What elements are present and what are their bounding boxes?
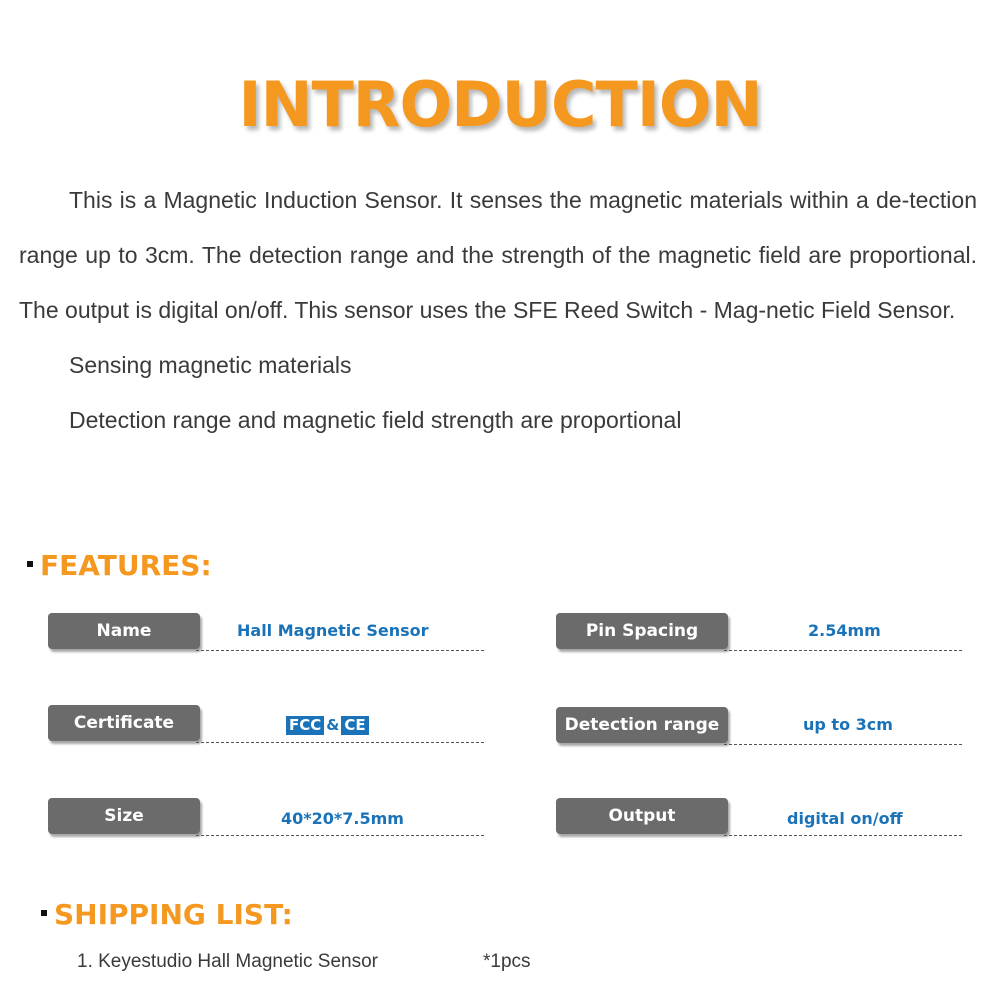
feature-value: digital on/off <box>787 809 903 828</box>
dashed-divider <box>196 835 484 836</box>
feature-label: Output <box>556 798 728 834</box>
feature-value: up to 3cm <box>803 715 893 734</box>
bullet-dot-icon <box>27 561 33 567</box>
feature-label: Detection range <box>556 707 728 743</box>
features-heading-text: FEATURES: <box>40 549 212 582</box>
feature-label: Pin Spacing <box>556 613 728 649</box>
ce-badge: CE <box>341 716 368 735</box>
intro-bullet: Detection range and magnetic field strength are proportional <box>69 407 682 433</box>
shipping-item <box>77 951 531 973</box>
shipping-item-name: 1. Keyestudio Hall Magnetic Sensor <box>77 951 378 972</box>
dashed-divider <box>724 744 962 745</box>
intro-bullet: Sensing magnetic materials <box>69 352 352 378</box>
badge-joiner: & <box>326 716 340 734</box>
feature-value: 2.54mm <box>808 621 881 640</box>
shipping-heading-text: SHIPPING LIST: <box>54 898 293 931</box>
dashed-divider <box>196 742 484 743</box>
shipping-item-qty: *1pcs <box>483 951 531 972</box>
features-heading <box>27 549 212 582</box>
intro-paragraph: This is a Magnetic Induction Sensor. It senses the magnetic materials within a de-tection range up to 3cm. The detection range and the strength of the magnetic field are proportional. The output is digital on/off. This sensor uses the SFE Reed Switch - Mag-netic Field Sensor. <box>19 187 977 323</box>
feature-label: Size <box>48 798 200 834</box>
feature-label: Certificate <box>48 705 200 741</box>
intro-section <box>19 173 977 448</box>
fcc-badge: FCC <box>286 716 324 735</box>
feature-label: Name <box>48 613 200 649</box>
page-title: INTRODUCTION <box>238 68 762 141</box>
feature-value: Hall Magnetic Sensor <box>237 621 429 640</box>
feature-value: 40*20*7.5mm <box>281 809 404 828</box>
dashed-divider <box>724 835 962 836</box>
bullet-dot-icon <box>41 910 47 916</box>
shipping-heading <box>41 898 293 931</box>
certificate-badges <box>286 715 369 735</box>
dashed-divider <box>724 650 962 651</box>
dashed-divider <box>196 650 484 651</box>
